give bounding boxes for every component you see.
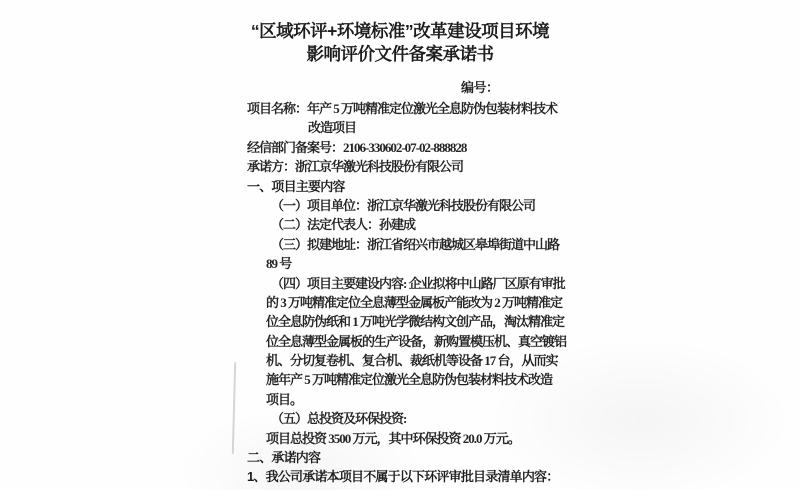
item-5-investment-detail: 项目总投资 3500 万元，其中环保投资 20.0 万元。 — [266, 430, 520, 446]
item-5-investment-heading: （五）总投资及环保投资: — [271, 411, 407, 427]
heading-section-2: 二、承诺内容 — [247, 450, 321, 466]
commitment-item-1: 1、我公司承诺本项目不属于以下环评审批目录清单内容： — [247, 469, 559, 485]
item-4-cont-line-5: 施年产 5 万吨精准定位激光全息防伪包装材料技术改造 — [266, 372, 553, 388]
scan-fold-artifact — [232, 362, 236, 454]
item-4-cont-line-6: 项目。 — [266, 391, 303, 407]
field-promisor: 承诺方：浙江京华激光科技股份有限公司 — [247, 159, 464, 175]
item-4-cont-line-1: 的 3 万吨精准定位全息薄型金属板产能改为 2 万吨精准定 — [266, 294, 563, 310]
serial-number-label: 编号： — [461, 80, 499, 95]
item-4-construction-content: （四）项目主要建设内容: 企业拟将中山路厂区原有审批 — [271, 275, 565, 291]
item-3-address-cont: 89 号 — [266, 256, 292, 272]
item-4-cont-line-2: 位全息防伪纸和 1 万吨光学微结构文创产品，淘汰精准定 — [266, 314, 565, 330]
document-title — [0, 20, 800, 66]
item-4-cont-line-4: 机、分切复卷机、复合机、裁纸机等设备 17 台，从而实 — [266, 353, 558, 369]
document-title-line2: 影响评价文件备案承诺书 — [306, 44, 494, 64]
document-body — [247, 99, 657, 487]
item-4-cont-line-3: 位全息薄型金属板的生产设备，新购置模压机、真空镀铝 — [266, 333, 567, 349]
item-1-project-unit: （一）项目单位：浙江京华激光科技股份有限公司 — [271, 197, 536, 213]
field-project-name: 项目名称：年产 5 万吨精准定位激光全息防伪包装材料技术 — [247, 101, 558, 116]
heading-section-1: 一、项目主要内容 — [247, 178, 345, 194]
document-title-line1: “区域环评+环境标准”改革建设项目环境 — [250, 21, 550, 41]
item-2-legal-representative: （二）法定代表人：孙建成 — [271, 217, 416, 233]
field-project-name-cont: 改造项目 — [308, 120, 357, 136]
field-filing-number: 经信部门备案号：2106-330602-07-02-888828 — [247, 139, 467, 155]
item-3-proposed-address: （三）拟建地址：浙江省绍兴市越城区皋埠街道中山路 — [271, 236, 560, 252]
